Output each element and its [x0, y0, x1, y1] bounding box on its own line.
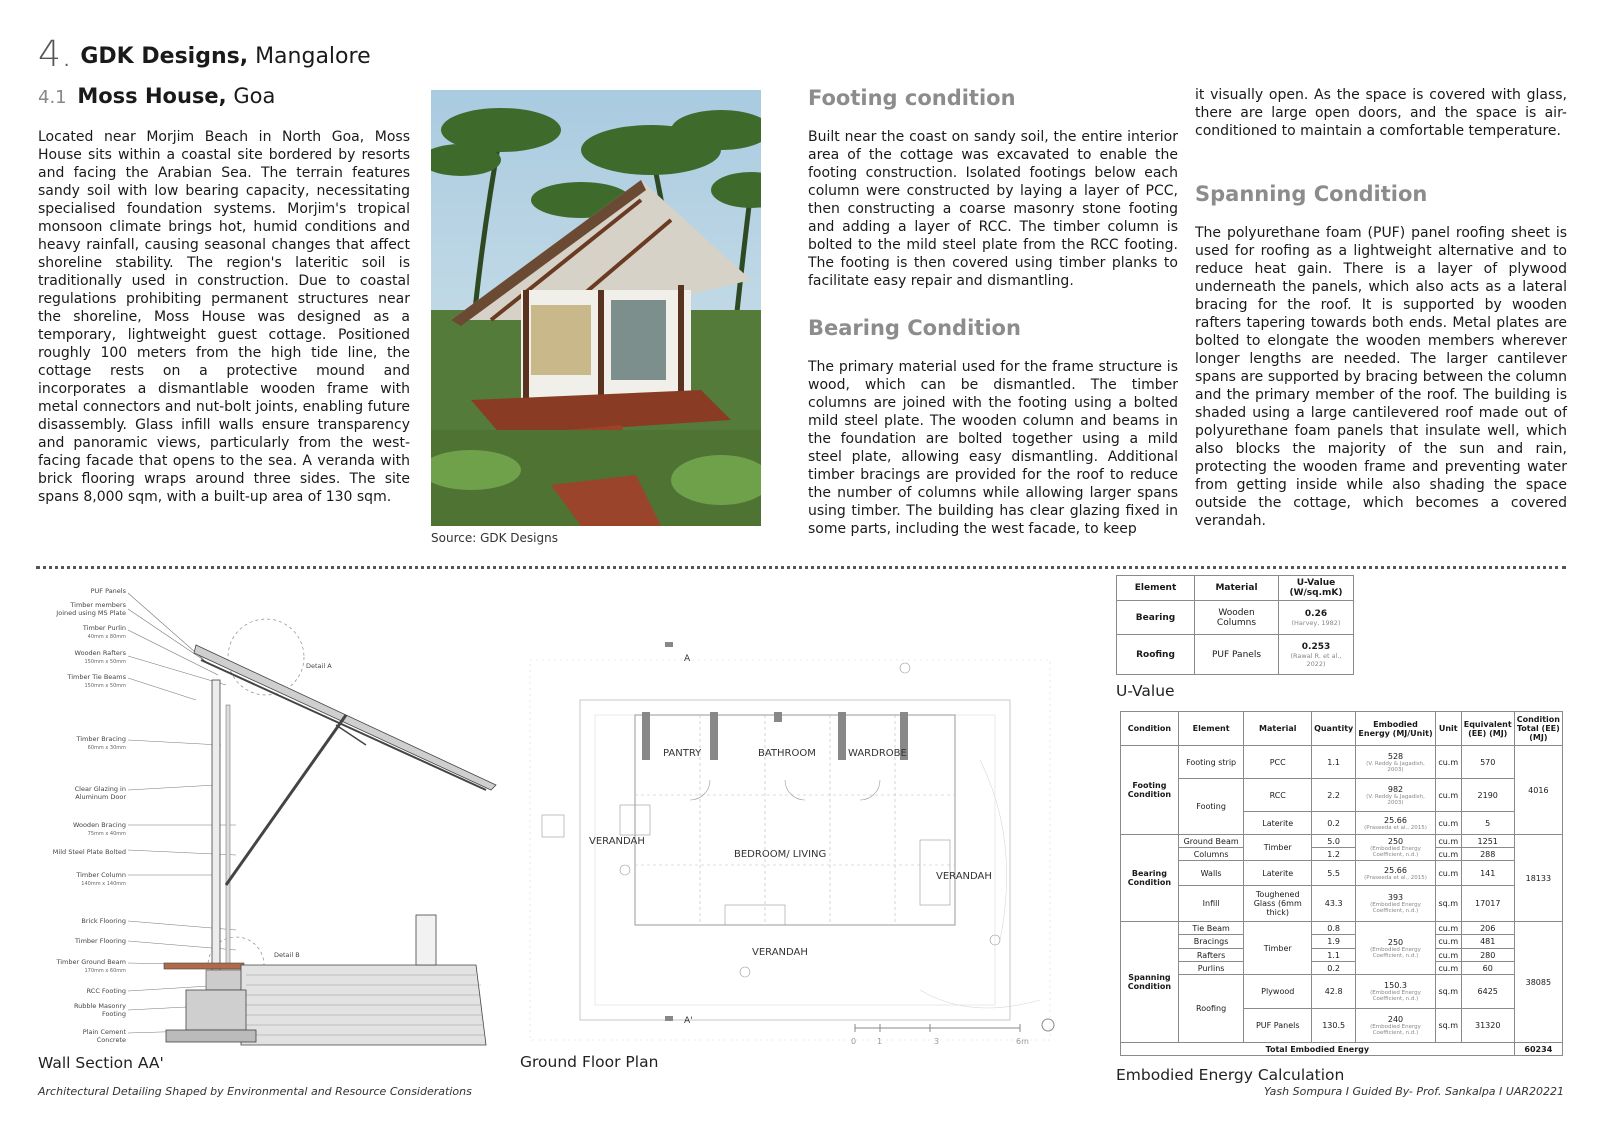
label-timber-ground-beam: Timber Ground Beam 170mm x 60mm — [56, 958, 126, 974]
cell-element: Bearing — [1117, 601, 1195, 635]
cell-element: Footing strip — [1178, 746, 1244, 779]
cell-material: PUF Panels — [1244, 1009, 1312, 1043]
cell-ee: 25.66 (Praseeda et al., 2015) — [1356, 861, 1435, 886]
header-embodied-energy: Embodied Energy (MJ/Unit) — [1356, 712, 1435, 746]
cell-unit: sq.m — [1435, 886, 1461, 922]
cell-ee: 240 (Embodied Energy Coefficient, n.d.) — [1356, 1009, 1435, 1043]
table-row — [1121, 835, 1563, 848]
cell-total: 18133 — [1514, 835, 1562, 922]
table-row — [1121, 779, 1563, 812]
cell-quantity: 5.5 — [1312, 861, 1356, 886]
cell-material: Laterite — [1244, 861, 1312, 886]
cell-quantity: 0.2 — [1312, 812, 1356, 835]
label-plain-cement: Plain Cement Concrete — [82, 1028, 126, 1044]
cell-unit: cu.m — [1435, 861, 1461, 886]
intro-paragraph: Located near Morjim Beach in North Goa, Moss House sits within a coastal site bordered by resorts and facing the Arabian Sea. The terrain features sandy soil with low bearing capacity, necessitating specialised foundation systems. Morjim's tropical monsoon climate brings hot, humid conditions and heavy rainfall, causing seasonal changes that affect shoreline stability. The region's lateritic soil is traditionally used in construction. Due to coastal regulations prohibiting permanent structures near the shoreline, Moss House was designed as a temporary, lightweight guest cottage. Positioned roughly 100 meters from the high tide line, the cottage rests on a protective mound and incorporates a dismantlable wooden frame with metal connectors and nut-bolt joints, enabling future disassembly. Glass infill walls ensure transparency and panoramic views, particularly from the west-facing facade that opens to the sea. A veranda with brick flooring wraps around three sides. The site spans 8,000 sqm, with a built-up area of 130 sqm. — [38, 129, 410, 505]
wall-section-caption: Wall Section AA' — [38, 1054, 164, 1072]
bearing-heading: Bearing Condition — [808, 316, 1021, 340]
cell-material: PCC — [1244, 746, 1312, 779]
scale-label-3: 3 — [934, 1037, 940, 1046]
cell-equivalent: 31320 — [1461, 1009, 1514, 1043]
label-detail-a: Detail A — [306, 662, 332, 670]
table-row — [1121, 949, 1563, 962]
cell-equivalent: 6425 — [1461, 975, 1514, 1009]
cell-unit: sq.m — [1435, 1009, 1461, 1043]
cell-quantity: 0.2 — [1312, 962, 1356, 975]
label-rcc-footing: RCC Footing — [86, 987, 126, 995]
spanning-heading: Spanning Condition — [1195, 182, 1428, 206]
cell-element: Columns — [1178, 848, 1244, 861]
header-equivalent: Equivalent (EE) (MJ) — [1461, 712, 1514, 746]
label-timber-flooring: Timber Flooring — [75, 937, 126, 945]
label-detail-b: Detail B — [274, 951, 300, 959]
cell-quantity: 1.1 — [1312, 746, 1356, 779]
table-row — [1117, 576, 1354, 601]
cell-material: RCC — [1244, 779, 1312, 812]
label-timber-members: Timber members Joined using MS Plate — [56, 601, 126, 617]
cell-unit: cu.m — [1435, 835, 1461, 848]
label-brick-flooring: Brick Flooring — [81, 917, 126, 925]
cell-quantity: 5.0 — [1312, 835, 1356, 848]
footer-credits: Yash Sompura I Guided By- Prof. Sankalpa I UAR20221 — [1263, 1085, 1564, 1098]
u-value-table — [1116, 575, 1354, 675]
cell-value: 0.26 (Harvey, 1982) — [1279, 601, 1354, 635]
cell-unit: cu.m — [1435, 746, 1461, 779]
cell-element: Ground Beam — [1178, 835, 1244, 848]
label-puf-panels: PUF Panels — [90, 587, 126, 595]
cell-equivalent: 288 — [1461, 848, 1514, 861]
table-row — [1121, 848, 1563, 861]
cell-condition: Spanning Condition — [1121, 922, 1179, 1043]
cell-material: Laterite — [1244, 812, 1312, 835]
cell-unit: cu.m — [1435, 848, 1461, 861]
bearing-paragraph: The primary material used for the frame structure is wood, which can be dismantled. The timber columns are joined with the footing using a bolted mild steel plate. The wooden column and beams in the foundation are bolted together using a mild steel plate, allowing easy dismantling. Additional timber bracings are provided for the roof to reduce the number of columns while allowing larger spans using timber. The building has clear glazing fixed in some parts, including the west facade, to keep — [808, 359, 1178, 537]
cell-material: Wooden Columns — [1195, 601, 1279, 635]
cell-unit: cu.m — [1435, 779, 1461, 812]
table-row — [1117, 635, 1354, 675]
room-verandah-left: VERANDAH — [589, 836, 645, 847]
header-material: Material — [1244, 712, 1312, 746]
cell-ee: 393 (Embodied Energy Coefficient, n.d.) — [1356, 886, 1435, 922]
cell-condition: Bearing Condition — [1121, 835, 1179, 922]
cell-total: 38085 — [1514, 922, 1562, 1043]
cell-quantity: 43.3 — [1312, 886, 1356, 922]
cell-unit: cu.m — [1435, 949, 1461, 962]
label-rubble-masonry: Rubble Masonry Footing — [73, 1002, 126, 1018]
photo-caption: Source: GDK Designs — [431, 531, 558, 545]
cell-unit: cu.m — [1435, 935, 1461, 949]
cell-equivalent: 141 — [1461, 861, 1514, 886]
header-element: Element — [1178, 712, 1244, 746]
cell-element: Roofing — [1117, 635, 1195, 675]
cell-element: Footing — [1178, 779, 1244, 835]
table-row — [1121, 861, 1563, 886]
header-material: Material — [1195, 576, 1279, 601]
cell-quantity: 1.2 — [1312, 848, 1356, 861]
cell-element: Bracings — [1178, 935, 1244, 949]
embodied-energy-table — [1120, 711, 1563, 1056]
table-row — [1121, 935, 1563, 949]
cell-quantity: 2.2 — [1312, 779, 1356, 812]
table-row — [1117, 601, 1354, 635]
cell-total: 4016 — [1514, 746, 1562, 835]
label-ms-plate: Mild Steel Plate Bolted — [52, 848, 126, 856]
cell-equivalent: 17017 — [1461, 886, 1514, 922]
cell-ee: 150.3 (Embodied Energy Coefficient, n.d.) — [1356, 975, 1435, 1009]
subsection-number: 4.1 — [38, 87, 67, 108]
cell-quantity: 42.8 — [1312, 975, 1356, 1009]
cell-quantity: 1.9 — [1312, 935, 1356, 949]
table-row — [1121, 712, 1563, 746]
label-wooden-bracing: Wooden Bracing 75mm x 40mm — [72, 821, 126, 837]
cell-quantity: 1.1 — [1312, 949, 1356, 962]
project-name: Moss House, — [77, 84, 227, 108]
header-quantity: Quantity — [1312, 712, 1356, 746]
cell-element: Rafters — [1178, 949, 1244, 962]
cell-total-value: 60234 — [1514, 1043, 1562, 1056]
scale-label-0: 0 — [851, 1037, 857, 1046]
firm-name: GDK Designs, — [80, 44, 249, 69]
cell-ee: 25.66 (Praseeda et al., 2015) — [1356, 812, 1435, 835]
table-row — [1121, 962, 1563, 975]
section-mark-a: A — [684, 654, 691, 664]
cell-quantity: 0.8 — [1312, 922, 1356, 935]
cell-material: Timber — [1244, 922, 1312, 975]
label-wooden-rafters: Wooden Rafters 150mm x 50mm — [74, 649, 126, 665]
house-photo-illustration — [431, 90, 761, 526]
cell-equivalent: 2190 — [1461, 779, 1514, 812]
cell-equivalent: 570 — [1461, 746, 1514, 779]
table-row — [1121, 886, 1563, 922]
cell-condition: Footing Condition — [1121, 746, 1179, 835]
table-row — [1121, 975, 1563, 1009]
room-pantry: PANTRY — [663, 748, 702, 759]
label-timber-purlin: Timber Purlin 40mm x 80mm — [82, 624, 126, 640]
cell-ee: 528 (V. Reddy & Jagadish, 2003) — [1356, 746, 1435, 779]
label-timber-tie-beams: Timber Tie Beams 150mm x 50mm — [67, 673, 126, 689]
cell-equivalent: 280 — [1461, 949, 1514, 962]
label-clear-glazing: Clear Glazing in Aluminum Door — [74, 785, 126, 801]
header-condition-total: Condition Total (EE) (MJ) — [1514, 712, 1562, 746]
cell-ee: 982 (V. Reddy & Jagadish, 2003) — [1356, 779, 1435, 812]
cell-equivalent: 5 — [1461, 812, 1514, 835]
cell-unit: cu.m — [1435, 962, 1461, 975]
cell-equivalent: 1251 — [1461, 835, 1514, 848]
footing-paragraph: Built near the coast on sandy soil, the entire interior area of the cottage was excavated to enable the footing construction. Isolated footings below each column were constructed by laying a layer of PCC, then constructing a coarse masonry stone footing and adding a layer of RCC. The timber column is bolted to the mild steel plate from the RCC footing. The footing is then covered using timber planks to facilitate easy repair and dismantling. — [808, 129, 1178, 289]
header-condition: Condition — [1121, 712, 1179, 746]
header-element: Element — [1117, 576, 1195, 601]
room-verandah-bottom: VERANDAH — [752, 947, 808, 958]
subsection-title — [38, 84, 275, 108]
cell-total-label: Total Embodied Energy — [1121, 1043, 1515, 1056]
header-u-value: U-Value (W/sq.mK) — [1279, 576, 1354, 601]
cell-quantity: 130.5 — [1312, 1009, 1356, 1043]
cell-unit: cu.m — [1435, 922, 1461, 935]
cell-material: Toughened Glass (6mm thick) — [1244, 886, 1312, 922]
cell-material: Plywood — [1244, 975, 1312, 1009]
cell-unit: sq.m — [1435, 975, 1461, 1009]
table-row — [1121, 922, 1563, 935]
cell-element: Roofing — [1178, 975, 1244, 1043]
header-unit: Unit — [1435, 712, 1461, 746]
cell-value: 0.253 (Rawal R. et al., 2022) — [1279, 635, 1354, 675]
embodied-energy-caption: Embodied Energy Calculation — [1116, 1066, 1345, 1084]
u-value-caption: U-Value — [1116, 682, 1175, 700]
firm-city: Mangalore — [255, 44, 371, 69]
cell-ee: 250 (Embodied Energy Coefficient, n.d.) — [1356, 835, 1435, 861]
footer-title: Architectural Detailing Shaped by Environmental and Resource Considerations — [38, 1085, 472, 1098]
cell-material: Timber — [1244, 835, 1312, 861]
spanning-paragraph: The polyurethane foam (PUF) panel roofing sheet is used for roofing as a lightweight alternative and to reduce heat gain. There is a layer of plywood underneath the panels, which also acts as a lateral bracing for the roof. It is supported by wooden rafters tapering towards both ends. Metal plates are bolted to elongate the wooden members wherever longer lengths are needed. The larger cantilever spans are supported by bracing between the column and the primary member of the roof. The building is shaded using a large cantilevered roof made out of polyurethane foam panels that insulate well, which also blocks the majority of the sun and rain, protecting the wooden frame and preventing water from getting inside while also shading the space outside the cottage, which becomes a covered verandah. — [1195, 225, 1567, 529]
label-timber-bracing: Timber Bracing 60mm x 30mm — [76, 735, 126, 751]
cell-element: Walls — [1178, 861, 1244, 886]
room-bedroom-living: BEDROOM/ LIVING — [734, 849, 827, 860]
cell-equivalent: 481 — [1461, 935, 1514, 949]
table-row — [1121, 746, 1563, 779]
room-wardrobe: WARDROBE — [848, 748, 907, 759]
cell-equivalent: 206 — [1461, 922, 1514, 935]
section-divider — [36, 566, 1566, 569]
project-place: Goa — [233, 84, 276, 108]
cell-unit: cu.m — [1435, 812, 1461, 835]
section-mark-a-prime: A' — [684, 1016, 693, 1026]
plan-caption: Ground Floor Plan — [520, 1053, 659, 1071]
scale-label-1: 1 — [877, 1037, 883, 1046]
scale-label-6m: 6m — [1016, 1037, 1029, 1046]
section-title — [38, 34, 371, 75]
house-photo — [431, 90, 761, 526]
cell-equivalent: 60 — [1461, 962, 1514, 975]
label-timber-column: Timber Column 140mm x 140mm — [76, 871, 126, 887]
cell-ee: 250 (Embodied Energy Coefficient, n.d.) — [1356, 922, 1435, 975]
cell-element: Infill — [1178, 886, 1244, 922]
section-number: 4. — [38, 34, 73, 75]
table-row — [1121, 1043, 1563, 1056]
cell-element: Tie Beam — [1178, 922, 1244, 935]
footing-heading: Footing condition — [808, 86, 1016, 110]
room-bathroom: BATHROOM — [758, 748, 816, 759]
cell-material: PUF Panels — [1195, 635, 1279, 675]
room-verandah-right: VERANDAH — [936, 871, 992, 882]
cell-element: Purlins — [1178, 962, 1244, 975]
bearing-paragraph-continued: it visually open. As the space is covered with glass, there are large open doors, and the space is air-conditioned to maintain a comfortable temperature. — [1195, 87, 1567, 139]
